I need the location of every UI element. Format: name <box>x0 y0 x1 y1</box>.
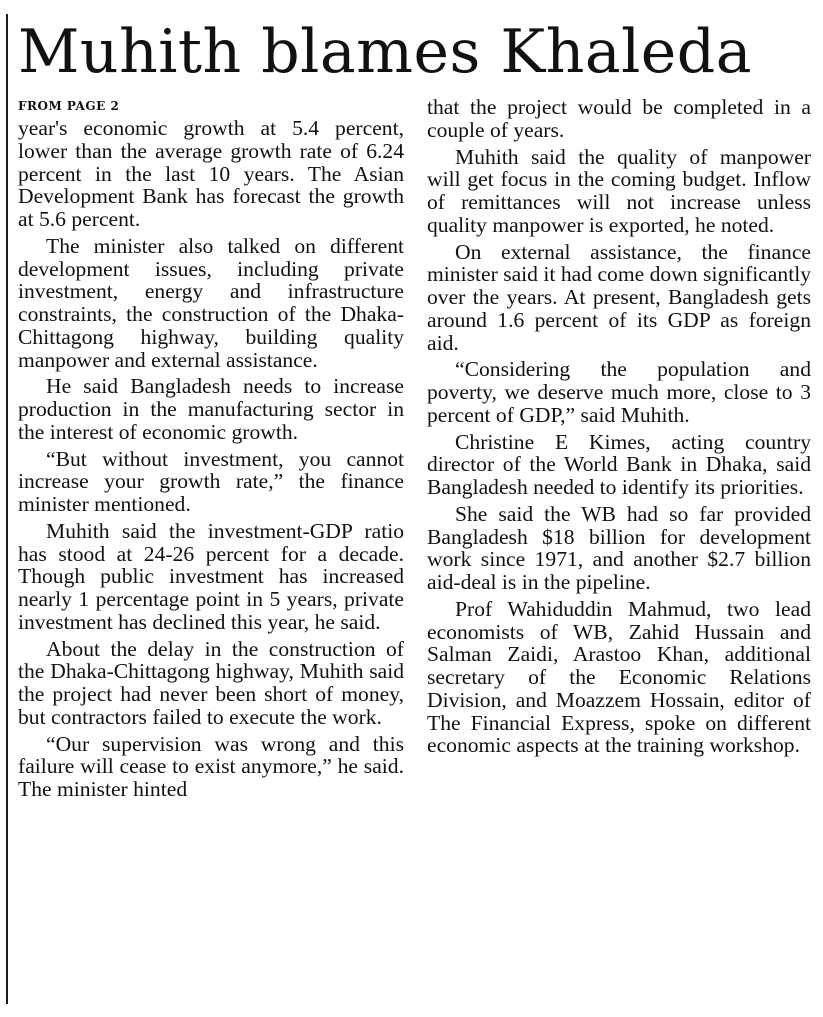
column-rule <box>6 14 8 1004</box>
headline: Muhith blames Khaleda <box>18 17 752 87</box>
paragraph: Muhith said the investment-GDP ratio has stood at 24-26 percent for a decade. Though public investment has increased nearly 1 percentage point in 5 years, private investment has declined this year, he said. <box>18 518 404 634</box>
paragraph: On external assistance, the finance minister said it had come down significantly over the years. At present, Bangladesh gets around 1.6 percent of its GDP as foreign aid. <box>427 239 811 355</box>
paragraph: The minister also talked on different development issues, including private investment, energy and infrastructure constraints, the construction of the Dhaka-Chittagong highway, building quality manpower and external assistance. <box>18 233 404 372</box>
right-column <box>427 96 811 761</box>
paragraph: that the project would be completed in a couple of years. <box>427 95 811 142</box>
left-column <box>18 95 404 805</box>
paragraph: She said the WB had so far provided Bangladesh $18 billion for development work since 1971, and another $2.7 billion aid-deal is in the pipeline. <box>427 501 811 594</box>
jump-line: FROM PAGE 2 <box>18 99 120 113</box>
paragraph: He said Bangladesh needs to increase production in the manufacturing sector in the interest of economic growth. <box>18 374 404 444</box>
paragraph: Christine E Kimes, acting country director of the World Bank in Dhaka, said Bangladesh needed to identify its priorities. <box>427 429 811 499</box>
paragraph: About the delay in the construction of the Dhaka-Chittagong highway, Muhith said the project had never been short of money, but contractors failed to execute the work. <box>18 636 404 729</box>
paragraph: Muhith said the quality of manpower will get focus in the coming budget. Inflow of remittances will not increase unless quality manpower is exported, he noted. <box>427 144 811 237</box>
paragraph: “Considering the population and poverty, we deserve much more, close to 3 percent of GDP,” said Muhith. <box>427 357 811 427</box>
paragraph: “But without investment, you cannot increase your growth rate,” the finance minister mentioned. <box>18 446 404 516</box>
paragraph: Prof Wahiduddin Mahmud, two lead economists of WB, Zahid Hussain and Salman Zaidi, Arastoo Khan, additional secretary of the Economic Relations Division, and Moazzem Hossain, editor of The Financial Express, spoke on different economic aspects at the training workshop. <box>427 596 811 758</box>
paragraph: year's economic growth at 5.4 percent, lower than the average growth rate of 6.24 percent in the last 10 years. The Asian Development Bank has forecast the growth at 5.6 percent. <box>18 116 404 231</box>
paragraph: “Our supervision was wrong and this failure will cease to exist anymore,” he said. The minister hinted <box>18 731 404 801</box>
